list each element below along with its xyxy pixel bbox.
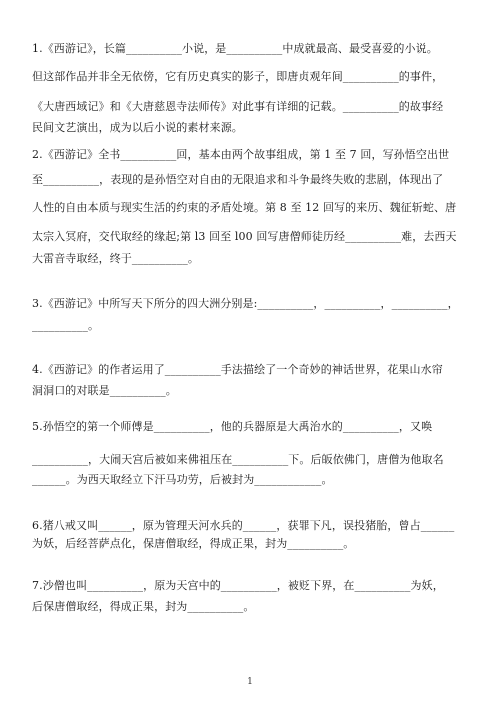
question-1-line-1: 1.《西游记》，长篇__________小说，是__________中成就最高、最受喜爱的小说。 <box>32 42 438 55</box>
question-4-line-2: 洞洞口的对联是__________。 <box>32 384 177 397</box>
question-3-line-1: 3.《西游记》中所写天下所分的四大洲分别是:__________，__________，__________， <box>32 297 459 310</box>
question-4-line-1: 4.《西游记》的作者运用了__________手法描绘了一个奇妙的神话世界，花果山水帘 <box>32 363 443 376</box>
question-6-line-1: 6.猪八戒又叫______，原为管理天河水兵的______，获罪下凡，误投猪胎，曾占______ <box>32 519 455 532</box>
question-5-line-3: ______。为西天取经立下汗马功劳，后被封为____________。 <box>32 473 333 486</box>
question-5-line-2: __________，大闹天宫后被如来佛祖压在__________下。后皈依佛门，唐僧为他取名 <box>32 453 444 466</box>
question-6-line-2: 为妖，后经菩萨点化，保唐僧取经，得成正果，封为__________。 <box>32 537 355 550</box>
question-1-line-3: 《大唐西域记》和《大唐慈恩寺法师传》对此事有详细的记载。__________的故事经 <box>32 100 444 113</box>
question-7-line-1: 7.沙僧也叫__________，原为天宫中的__________，被贬下界，在__________为妖， <box>32 579 444 592</box>
question-1-line-4: 民间文艺演出，成为以后小说的素材来源。 <box>32 121 243 134</box>
question-3-line-2: __________。 <box>32 319 100 332</box>
question-7-line-2: 后保唐僧取经，得成正果，封为__________。 <box>32 600 255 613</box>
question-2-line-1: 2.《西游记》全书__________回，基本由两个故事组成，第 1 至 7 回，写孙悟空出世 <box>32 148 450 161</box>
question-2-line-5: 大雷音寺取经，终于__________。 <box>32 252 199 265</box>
page-number: 1 <box>247 677 253 687</box>
question-1-line-2: 但这部作品并非全无依傍，它有历史真实的影子，即唐贞观年间__________的事件， <box>32 70 444 83</box>
question-2-line-4: 太宗入冥府，交代取经的缘起;第 l3 回至 l00 回写唐僧师徒历经__________难，去西天 <box>32 230 457 243</box>
question-2-line-2: 至__________，表现的是孙悟空对自由的无限追求和斗争最终失败的悲剧，体现出了 <box>32 173 444 186</box>
question-2-line-3: 人性的自由本质与现实生活的约束的矛盾处境。第 8 至 12 回写的来历、魏征斩蛇、唐 <box>32 201 457 214</box>
question-5-line-1: 5.孙悟空的第一个师傅是__________，他的兵器原是大禹治水的__________，又唤 <box>32 420 433 433</box>
